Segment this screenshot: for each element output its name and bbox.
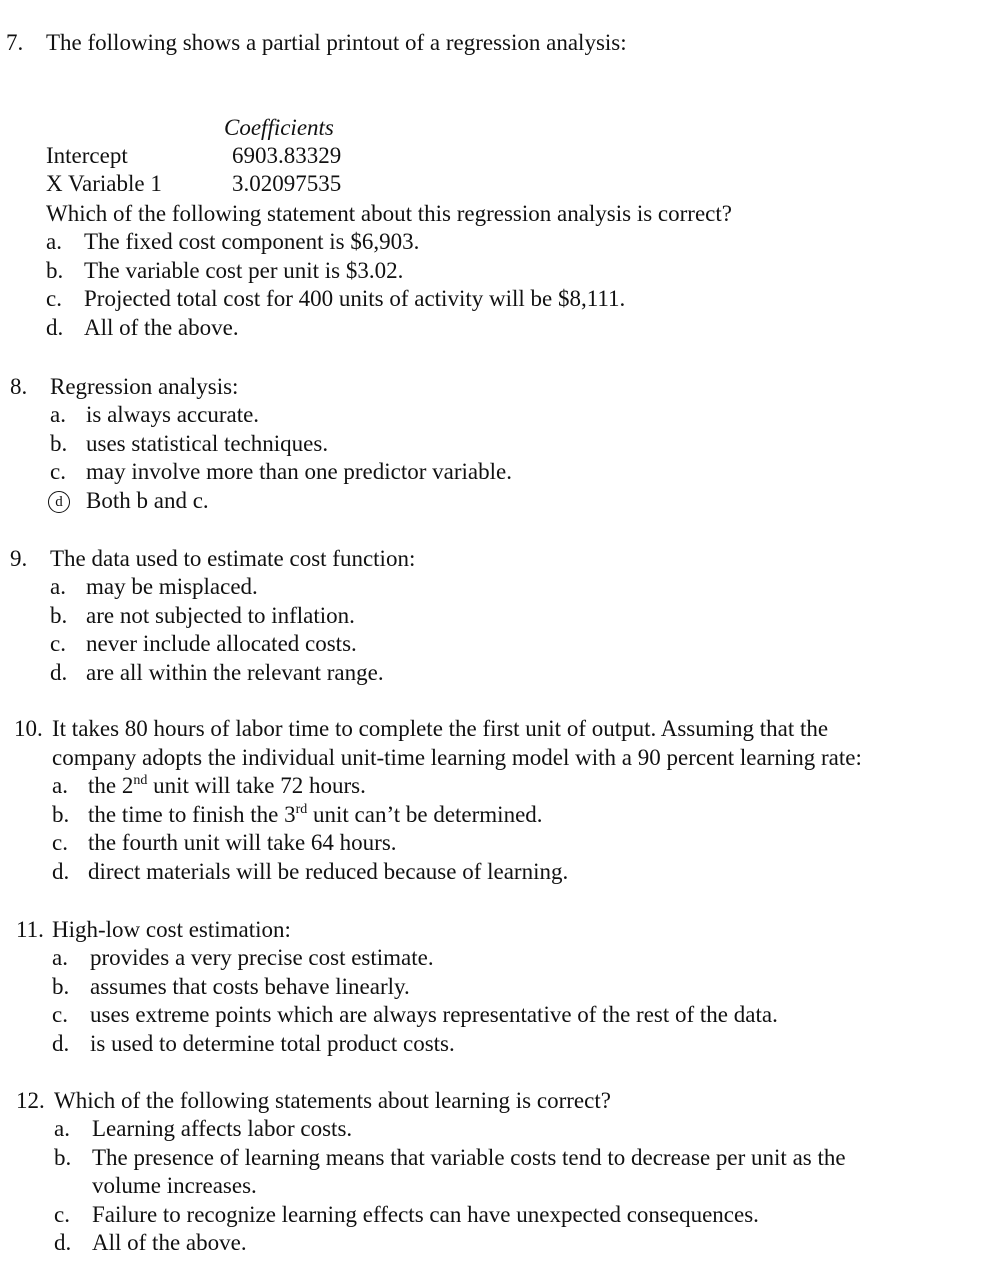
option-text: are not subjected to inflation.: [86, 602, 355, 628]
option-text: are all within the relevant range.: [86, 659, 384, 685]
option-text: Learning affects labor costs.: [92, 1116, 353, 1141]
option-text: The variable cost per unit is $3.02.: [84, 257, 404, 283]
question-number: 9.: [10, 546, 28, 571]
option-letter: c.: [52, 1002, 68, 1028]
answer-option: [0, 801, 970, 830]
option-letter: b.: [46, 257, 64, 283]
option-text-pre: the time to finish the 3: [88, 801, 296, 827]
question-stem: [0, 544, 970, 573]
question-number: 8.: [10, 374, 28, 399]
option-letter: c.: [50, 459, 66, 485]
option-letter: c.: [54, 1201, 70, 1227]
option-letter: d.: [46, 314, 64, 340]
option-letter: b.: [50, 602, 68, 628]
option-text: [0, 772, 970, 801]
question-number: 7.: [6, 30, 24, 55]
question-stem: [0, 28, 970, 57]
answer-option: [0, 944, 970, 973]
ordinal-suffix: rd: [295, 801, 308, 817]
option-text-continued: volume increases.: [92, 1173, 257, 1199]
question-prompt: [0, 199, 970, 228]
option-text: may involve more than one predictor variable.: [86, 459, 512, 485]
coefficients-header: Coefficients: [224, 115, 334, 140]
answer-option: [0, 858, 970, 887]
coefficients-table: [46, 114, 446, 198]
option-letter: a.: [46, 229, 62, 254]
question-text-line-1: It takes 80 hours of labor time to complete the first unit of output. Assuming that the: [52, 716, 829, 741]
circled-answer-mark: [48, 487, 70, 516]
option-letter: a.: [52, 773, 68, 798]
question-9: [0, 544, 970, 687]
row-value: 6903.83329: [232, 143, 342, 168]
option-text-post: unit will take 72 hours.: [147, 773, 366, 798]
question-number: 11.: [16, 917, 44, 942]
table-header-row: [46, 114, 446, 142]
option-text: direct materials will be reduced because of learning.: [88, 858, 569, 884]
option-text-post: unit can’t be determined.: [307, 801, 543, 827]
option-letter: b.: [52, 801, 70, 827]
option-text: The fixed cost component is $6,903.: [84, 229, 420, 254]
answer-option: [0, 285, 970, 314]
option-text: provides a very precise cost estimate.: [90, 945, 434, 970]
question-number: 12.: [16, 1088, 45, 1113]
question-stem: [0, 1086, 970, 1115]
question-12: [0, 1086, 970, 1258]
question-stem: [0, 372, 970, 401]
answer-option: [0, 314, 970, 343]
question-text: Which of the following statements about learning is correct?: [54, 1088, 611, 1113]
prompt-text: Which of the following statement about this regression analysis is correct?: [46, 201, 732, 226]
question-text: The data used to estimate cost function:: [50, 546, 416, 571]
answer-option: [0, 1144, 970, 1201]
option-text: never include allocated costs.: [86, 631, 357, 657]
option-text: All of the above.: [84, 314, 239, 340]
option-letter: c.: [50, 631, 66, 657]
option-text: The presence of learning means that variable costs tend to decrease per unit as the: [92, 1144, 846, 1170]
option-letter: a.: [50, 574, 66, 599]
option-text: uses statistical techniques.: [86, 430, 329, 456]
question-text-line-2: company adopts the individual unit-time learning model with a 90 percent learning rate:: [52, 745, 862, 770]
option-text: assumes that costs behave linearly.: [90, 973, 410, 999]
option-letter: b.: [50, 430, 68, 456]
answer-option: [0, 228, 970, 257]
answer-option: [0, 772, 970, 801]
option-text: uses extreme points which are always representative of the rest of the data.: [90, 1002, 778, 1028]
option-letter: b.: [54, 1144, 72, 1170]
option-letter: b.: [52, 973, 70, 999]
answer-option: [0, 659, 970, 688]
answer-option: [0, 257, 970, 286]
option-text: Projected total cost for 400 units of activity will be $8,111.: [84, 286, 626, 312]
option-text: the fourth unit will take 64 hours.: [88, 830, 397, 856]
option-letter: a.: [54, 1116, 70, 1141]
row-label: X Variable 1: [46, 171, 162, 196]
option-letter: d.: [50, 659, 68, 685]
question-10: [0, 714, 970, 886]
option-letter: d.: [52, 1030, 70, 1056]
answer-option: [0, 401, 970, 430]
row-value: 3.02097535: [232, 171, 342, 196]
circled-letter: d: [48, 491, 70, 513]
answer-option: [0, 1030, 970, 1059]
question-stem: [0, 915, 970, 944]
question-number: 10.: [14, 716, 43, 741]
option-letter: d.: [54, 1230, 72, 1256]
answer-option: [0, 458, 970, 487]
answer-option: [0, 973, 970, 1002]
question-7: [0, 28, 970, 342]
question-text: Regression analysis:: [50, 374, 239, 399]
table-row: [46, 142, 446, 170]
ordinal-suffix: nd: [133, 773, 148, 788]
answer-option: [0, 1001, 970, 1030]
answer-option: [0, 430, 970, 459]
answer-option: [0, 1115, 970, 1144]
option-text: is used to determine total product costs.: [90, 1030, 455, 1056]
option-text: may be misplaced.: [86, 574, 258, 599]
question-11: [0, 915, 970, 1058]
option-text: Both b and c.: [86, 487, 209, 513]
answer-option: [0, 573, 970, 602]
question-text: High-low cost estimation:: [52, 917, 291, 942]
question-8: [0, 372, 970, 515]
option-text: All of the above.: [92, 1230, 247, 1256]
option-text: [0, 801, 970, 830]
option-text: is always accurate.: [86, 402, 260, 427]
answer-option: [0, 829, 970, 858]
option-text: Failure to recognize learning effects can have unexpected consequences.: [92, 1201, 759, 1227]
answer-option: [0, 1201, 970, 1230]
option-letter: a.: [50, 402, 66, 427]
option-text-pre: the 2: [88, 773, 134, 798]
answer-option: [0, 630, 970, 659]
table-row: [46, 170, 446, 198]
option-letter: d.: [52, 858, 70, 884]
answer-option: [0, 602, 970, 631]
answer-option-selected: [0, 487, 970, 516]
answer-option: [0, 1229, 970, 1258]
question-text: The following shows a partial printout of a regression analysis:: [46, 30, 627, 55]
option-letter: a.: [52, 945, 68, 970]
row-label: Intercept: [46, 143, 128, 168]
option-letter: c.: [52, 830, 68, 856]
question-stem: [0, 714, 970, 772]
option-letter: c.: [46, 286, 62, 312]
